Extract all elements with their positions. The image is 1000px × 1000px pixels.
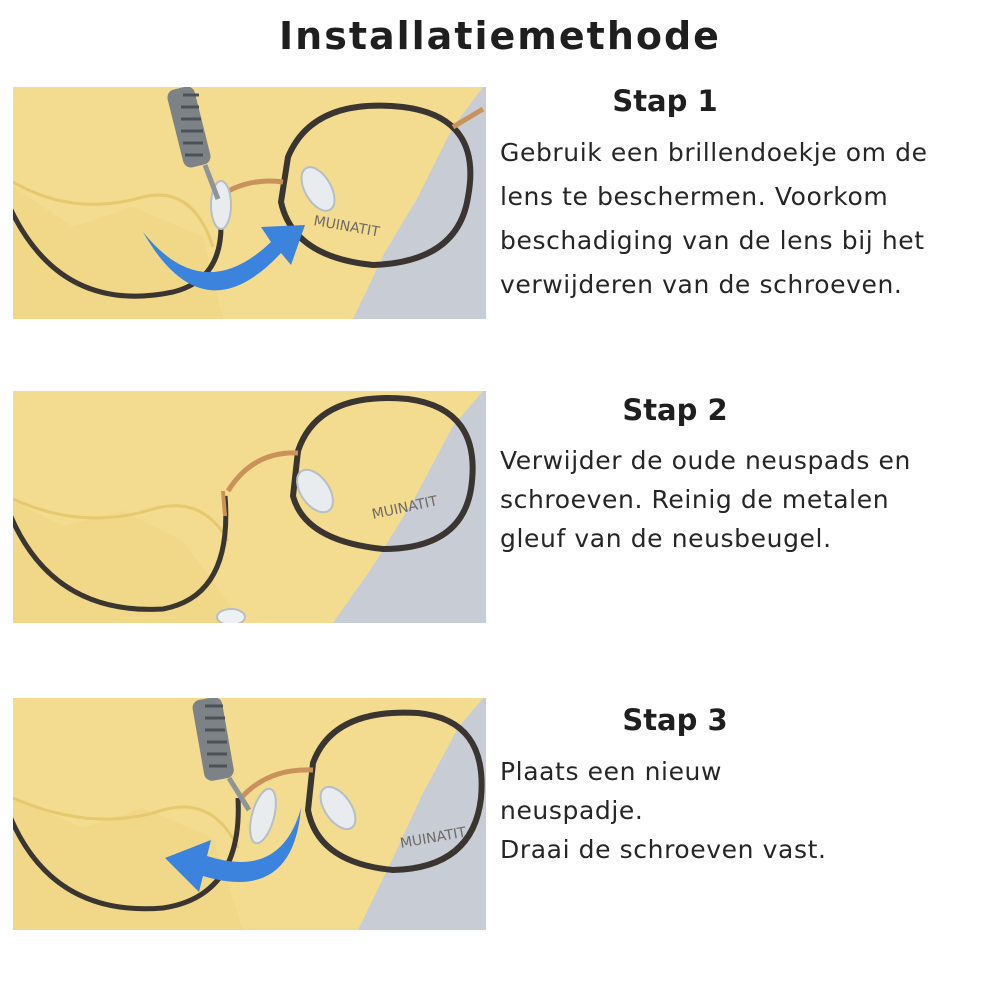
step-3-line: Draai de schroeven vast. xyxy=(500,835,827,864)
step-1-line: lens te beschermen. Voorkom xyxy=(500,182,889,211)
step-3-photo xyxy=(13,698,486,930)
step-1-line: beschadiging van de lens bij het xyxy=(500,226,925,255)
step-1-line: Gebruik een brillendoekje om de xyxy=(500,138,928,167)
step-3-description xyxy=(500,752,980,869)
step-2-description xyxy=(500,441,980,558)
step-3-line: neuspadje. xyxy=(500,796,644,825)
step-3-heading: Stap 3 xyxy=(622,703,728,737)
step-2-line: schroeven. Reinig de metalen xyxy=(500,485,890,514)
page-title: Installatiemethode xyxy=(279,14,721,58)
step-1-line: verwijderen van de schroeven. xyxy=(500,270,903,299)
step-1-heading: Stap 1 xyxy=(612,84,718,118)
step-3-line: Plaats een nieuw xyxy=(500,757,723,786)
step-2-line: Verwijder de oude neuspads en xyxy=(500,446,911,475)
frame-engraving: MUINATIT xyxy=(398,824,468,852)
frame-engraving: MUINATIT xyxy=(370,493,440,523)
frame-engraving: MUINATIT xyxy=(312,213,381,241)
step-2-line: gleuf van de neusbeugel. xyxy=(500,524,832,553)
step-1-photo xyxy=(13,87,486,319)
step-2-photo xyxy=(13,391,486,623)
step-2-heading: Stap 2 xyxy=(622,393,728,427)
step-1-description xyxy=(500,131,980,307)
